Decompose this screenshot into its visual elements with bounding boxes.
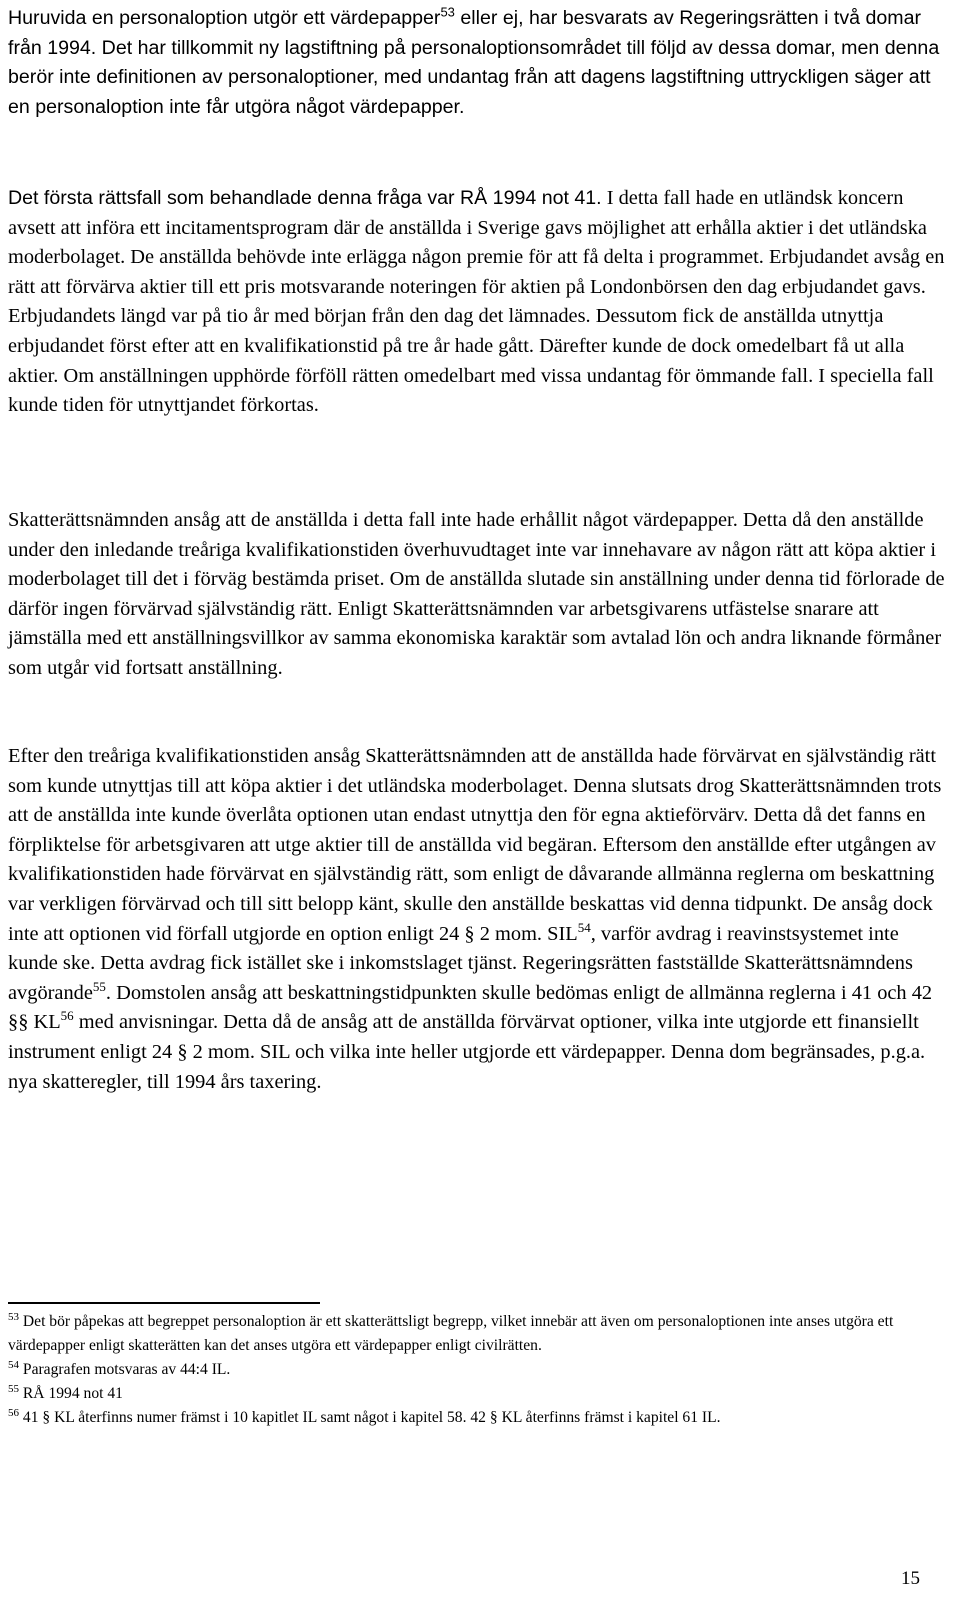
footnote-ref-54[interactable]: 54: [577, 919, 591, 935]
footnote-55: [8, 1382, 952, 1406]
paragraph-1-text-a: Huruvida en personaloption utgör ett värdepapper: [8, 7, 441, 29]
footnotes: [8, 1310, 952, 1430]
footnote-54: [8, 1358, 952, 1382]
paragraph-1: [8, 4, 952, 122]
footnote-ref-55[interactable]: 55: [92, 978, 106, 994]
footnote-text: Paragrafen motsvaras av 44:4 IL.: [19, 1361, 231, 1378]
paragraph-4: [8, 742, 952, 1097]
paragraph-4-text-d: med anvisningar. Detta då de ansåg att de anställda förvärvat optioner, vilka inte utgjorde ett finansiellt instrument enligt 24 § 2 mom. SIL och vilka inte heller utgjorde ett värdepapper. Denna dom begränsades, p.g.a. nya skatteregler, till 1994 års taxering.: [8, 1011, 926, 1093]
page-number: 15: [901, 1568, 920, 1589]
paragraph-3-text: Skatterättsnämnden ansåg att de anställda i detta fall inte hade erhållit något värdepapper. Detta då den anställde under den inledande treåriga kvalifikationstiden överhuvudtaget inte var innehavare av någon rätt att köpa aktier i moderbolaget till det i förväg bestämda priset. Om de anställda slutade sin anställning under denna tid förlorade de därför ingen förvärvad självständig rätt. Enligt Skatterättsnämnden var arbetsgivarens utfästelse snarare att jämställa med ett anställningsvillkor av samma ekonomiska karaktär som avtalad lön och andra liknande förmåner som utgår vid fortsatt anställning.: [8, 509, 945, 679]
paragraph-2-lead: Det första rättsfall som behandlade denna fråga var RÅ 1994 not 41.: [8, 187, 602, 209]
footnote-number: 53: [8, 1310, 19, 1323]
footnote-number: 55: [8, 1382, 19, 1395]
footnote-56: [8, 1406, 952, 1430]
paragraph-1-text-b: eller ej, har besvarats av Regeringsrätten i två domar från 1994. Det har tillkommit ny lagstiftning på personaloptionsområdet till följd av dessa domar, men denna berör inte definitionen av personaloptioner, med undantag från att dagens lagstiftning uttryckligen säger att en personaloption inte får utgöra något värdepapper.: [8, 7, 940, 118]
paragraph-4-text-a: Efter den treåriga kvalifikationstiden ansåg Skatterättsnämnden att de anställda hade förvärvat en självständig rätt som kunde utnyttjas till att köpa aktier i det utländska moderbolaget. Denna slutsats drog Skatterättsnämnden trots att de anställda inte kunde överlåta optionen utan endast utnyttja den för egna aktieförvärv. Detta då det fanns en förpliktelse för arbetsgivaren att utge aktier till de anställda vid begäran. Eftersom den anställde efter utgången av kvalifikationstiden hade förvärvat en självständig rätt, som enligt de dåvarande allmänna reglerna om beskattning var verkligen förvärvad och till sitt belopp känt, skulle den anställde beskattas vid denna tidpunkt. De ansåg dock inte att optionen vid förfall utgjorde en option enligt 24 § 2 mom. SIL: [8, 745, 942, 945]
paragraph-2: [8, 184, 952, 421]
footnote-text: Det bör påpekas att begreppet personaloption är ett skatterättsligt begrepp, vilket innebär att även om personaloptionen inte anses utgöra ett värdepapper enligt skatterätten kan det anses utgöra ett värdepapper enligt civilrätten.: [8, 1313, 894, 1354]
footnote-number: 54: [8, 1358, 19, 1371]
footnote-ref-56[interactable]: 56: [60, 1008, 74, 1024]
footnote-text: RÅ 1994 not 41: [19, 1385, 123, 1402]
paragraph-3: [8, 506, 952, 684]
footnote-divider: [8, 1302, 320, 1304]
paragraph-4-text-b: , varför avdrag i reavinstsystemet inte kunde ske. Detta avdrag fick istället ske i inkomstslaget tjänst. Regeringsrätten fastställde Skatterättsnämndens avgörande: [8, 922, 913, 1004]
footnote-text: 41 § KL återfinns numer främst i 10 kapitlet IL samt något i kapitel 58. 42 § KL återfinns främst i kapitel 61 IL.: [19, 1409, 721, 1426]
footnote-ref-53[interactable]: 53: [440, 4, 455, 20]
footnote-number: 56: [8, 1406, 19, 1419]
footnote-53: [8, 1310, 952, 1358]
paragraph-4-text-c: . Domstolen ansåg att beskattningstidpunkten skulle bedömas enligt de allmänna reglerna i 41 och 42 §§ KL: [8, 981, 933, 1034]
paragraph-2-text: I detta fall hade en utländsk koncern avsett att införa ett incitamentsprogram där de anställda i Sverige gavs möjlighet att erhålla aktier i det utländska moderbolaget. De anställda behövde inte erlägga någon premie för att få delta i programmet. Erbjudandet avsåg en rätt att förvärva aktier till ett pris motsvarande noteringen för aktien på Londonbörsen den dag erbjudandet gavs. Erbjudandets längd var på tio år med början från den dag det lämnades. Dessutom fick de anställda utnyttja erbjudandet först efter att en kvalifikationstid på tre år hade gått. Därefter kunde de dock omedelbart få ut alla aktier. Om anställningen upphörde förföll rätten omedelbart med vissa undantag för ömmande fall. I speciella fall kunde tiden för utnyttjandet förkortas.: [8, 187, 945, 417]
